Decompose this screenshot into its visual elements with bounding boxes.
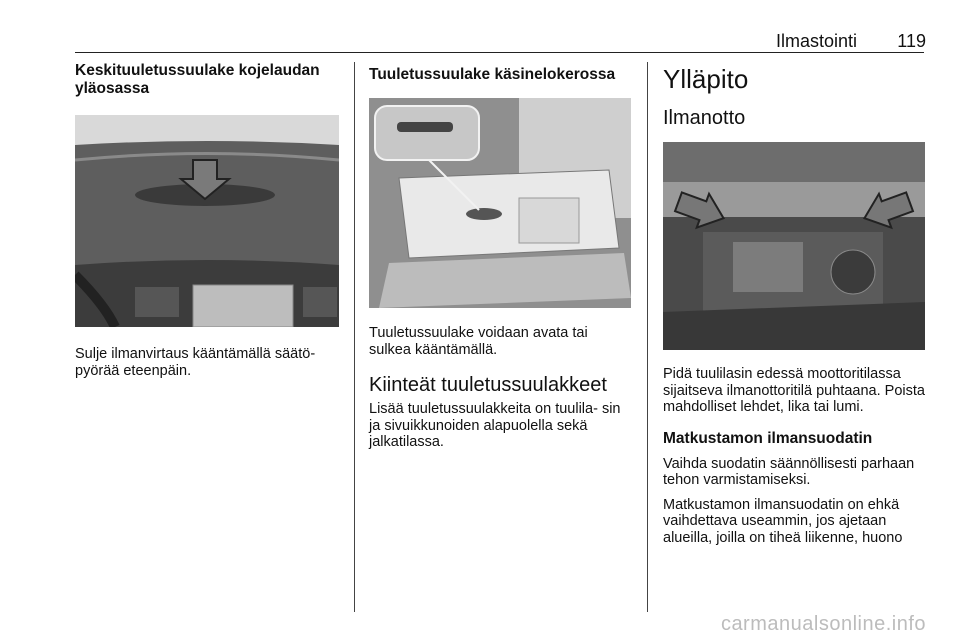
section-heading: Tuuletussuulake käsinelokerossa: [369, 66, 616, 83]
glovebox-vent-photo: [369, 98, 631, 308]
body-text: Pidä tuulilasin edessä moottoritilassa sijaitseva ilmanottoritilä puhtaana. Poista mahdolliset lehdet, lika tai lumi.: [663, 366, 925, 415]
column-3: [663, 62, 927, 546]
column-2: [369, 62, 633, 451]
running-header-title: Ilmastointi: [775, 31, 857, 51]
chapter-title: Ylläpito: [663, 64, 749, 94]
glovebox-vent-figure: [369, 98, 631, 308]
body-text-2: Lisää tuuletussuulakkeita on tuulila- sin ja sivuikkunoiden alapuolella sekä jalkatilassa.: [369, 401, 621, 450]
section-heading: Keskituuletussuulake kojelaudan yläosassa: [75, 62, 320, 97]
column-divider-2: [647, 62, 648, 612]
engine-bay-air-intake-photo: [663, 142, 925, 350]
watermark: carmanualsonline.info: [720, 613, 926, 635]
dashboard-center-vent-photo: [75, 115, 339, 327]
section-title: Ilmanotto: [663, 107, 746, 129]
column-divider-1: [354, 62, 355, 612]
dashboard-vent-figure: [75, 115, 339, 327]
column-1: [75, 62, 341, 379]
page-number: 119: [897, 31, 926, 51]
section-subheading: Matkustamon ilmansuodatin: [663, 429, 873, 447]
body-text: Tuuletussuulake voidaan avata tai sulkea kääntämällä.: [369, 325, 588, 358]
section-subheading: Kiinteät tuuletussuulakkeet: [369, 374, 607, 396]
body-text: Sulje ilmanvirtaus kääntämällä säätö- pyörää eteenpäin.: [75, 346, 316, 379]
air-intake-figure: [663, 142, 925, 350]
body-text-3: Matkustamon ilmansuodatin on ehkä vaihdettava useammin, jos ajetaan alueilla, joilla on tiheä liikenne, huono: [663, 496, 903, 546]
header-rule: [75, 52, 924, 53]
body-text-2: Vaihda suodatin säännöllisesti parhaan tehon varmistamiseksi.: [663, 455, 915, 488]
